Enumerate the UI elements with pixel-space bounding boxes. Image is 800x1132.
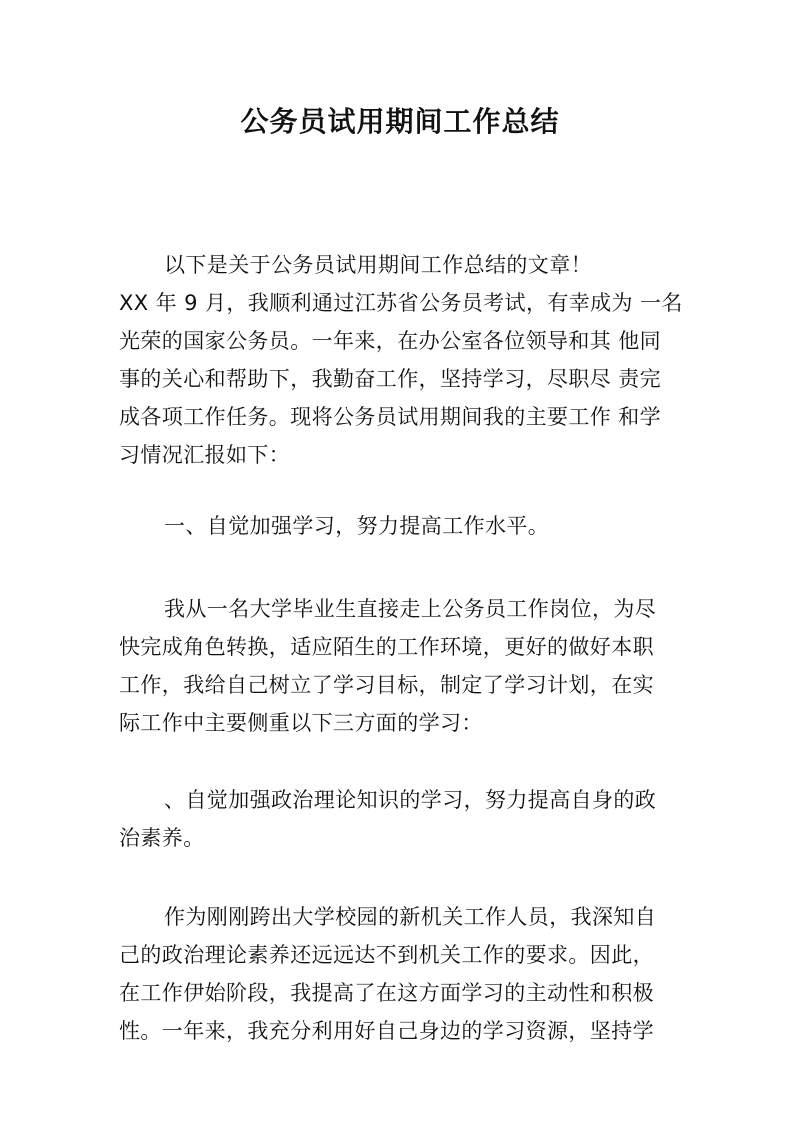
text-line: 作为刚刚跨出大学校园的新机关工作人员，我深知自 <box>164 905 657 929</box>
text-line: 我从一名大学毕业生直接走上公务员工作岗位，为尽 <box>164 597 657 621</box>
text-line: 工作，我给自己树立了学习目标，制定了学习计划，在实 <box>119 673 654 697</box>
text-line: 一、自觉加强学习，努力提高工作水平。 <box>164 514 550 538</box>
text-line: XX 年 9 月，我顺利通过江苏省公务员考试，有幸成为 一名 <box>119 291 683 315</box>
paragraph-3 <box>119 898 679 1050</box>
section-heading-2 <box>119 781 679 857</box>
page-title: 公务员试用期间工作总结 <box>240 105 560 138</box>
text-line: 光荣的国家公务员。一年来，在办公室各位领导和其 他同 <box>119 329 662 353</box>
paragraph-1 <box>119 284 683 474</box>
text-line: 在工作伊始阶段，我提高了在这方面学习的主动性和积极 <box>119 981 654 1005</box>
text-line: 以下是关于公务员试用期间工作总结的文章！ <box>164 253 592 277</box>
text-line: 、自觉加强政治理论知识的学习，努力提高自身的政 <box>164 788 657 812</box>
text-line: 性。一年来，我充分利用好自己身边的学习资源，坚持学 <box>119 1019 654 1043</box>
text-line: 际工作中主要侧重以下三方面的学习： <box>119 711 483 735</box>
text-line: 治素养。 <box>119 826 205 850</box>
section-heading-1 <box>119 507 679 545</box>
text-line: 己的政治理论素养还远远达不到机关工作的要求。因此， <box>119 943 654 967</box>
text-line: 事的关心和帮助下，我勤奋工作，坚持学习，尽职尽 责完 <box>119 367 662 391</box>
text-line: 成各项工作任务。现将公务员试用期间我的主要工作 和学 <box>119 405 662 429</box>
intro-paragraph <box>119 246 679 284</box>
text-line: 习情况汇报如下： <box>119 443 291 467</box>
paragraph-2 <box>119 590 679 742</box>
text-line: 快完成角色转换，适应陌生的工作环境，更好的做好本职 <box>119 635 654 659</box>
